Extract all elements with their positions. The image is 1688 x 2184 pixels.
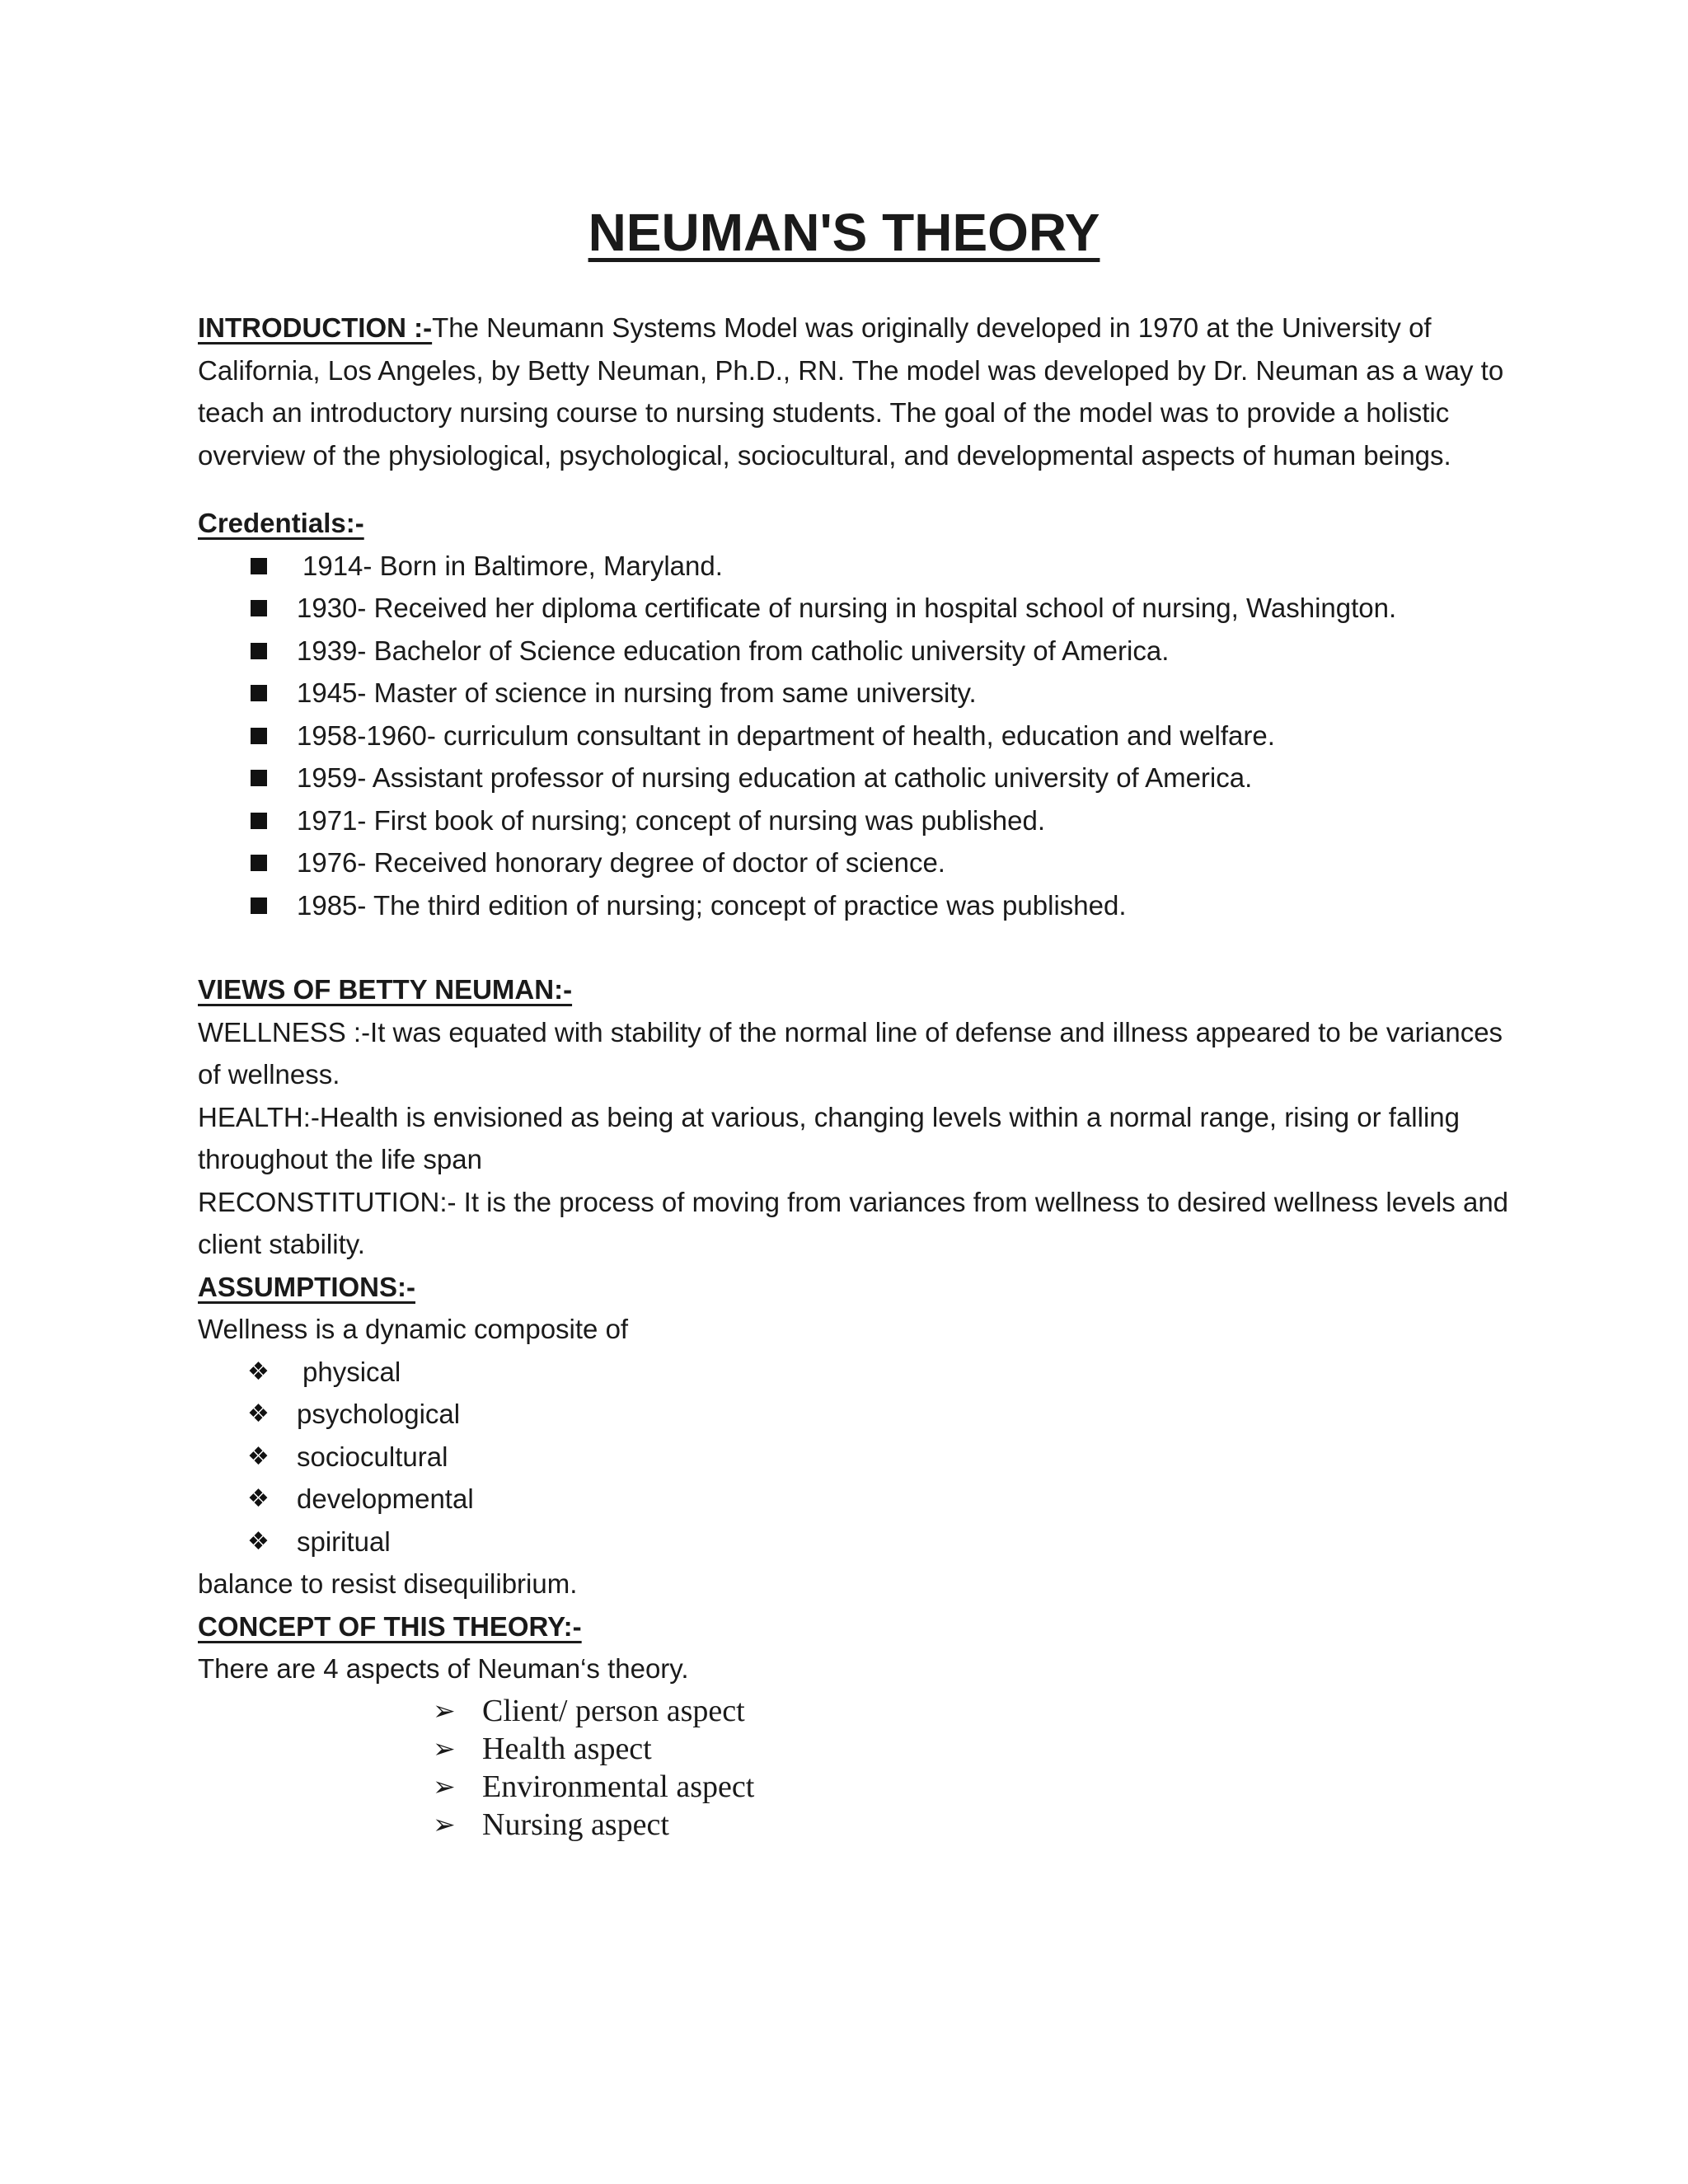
concept-intro: There are 4 aspects of Neuman‘s theory. [198,1653,689,1684]
arrow-bullet-icon: ➢ [433,1769,456,1802]
assumptions-list [198,1351,1517,1563]
square-bullet-icon [251,600,267,616]
document-body [198,307,1517,1844]
list-item: 1930- Received her diploma certificate of nursing in hospital school of nursing, Washington. [198,587,1517,630]
list-item: ➢ Client/ person aspect [433,1693,745,1728]
diamond-bullet-icon: ❖ [247,1484,270,1513]
credentials-list [198,545,1517,927]
diamond-bullet-icon: ❖ [247,1357,270,1386]
arrow-bullet-icon: ➢ [433,1807,456,1840]
arrow-bullet-icon: ➢ [433,1732,456,1765]
concept-heading: CONCEPT OF THIS THEORY:- [198,1610,582,1642]
list-item: 1959- Assistant professor of nursing education at catholic university of America. [198,757,1517,799]
assumptions-intro: Wellness is a dynamic composite of [198,1314,629,1344]
list-item: ❖ physical [198,1351,1517,1394]
assumptions-outro: balance to resist disequilibrium. [198,1568,578,1599]
spacer [198,926,1517,968]
square-bullet-icon [251,770,267,786]
list-item: 1914- Born in Baltimore, Maryland. [198,545,1517,588]
concept-list [433,1692,1517,1844]
page-title-text: NEUMAN'S THEORY [588,203,1100,262]
square-bullet-icon [251,728,267,744]
reconstitution-paragraph: RECONSTITUTION:- It is the process of moving from variances from wellness to desired wellness levels and client stability. [198,1186,1509,1259]
square-bullet-icon [251,558,267,574]
square-bullet-icon [251,855,267,871]
health-paragraph: HEALTH:-Health is envisioned as being at various, changing levels within a normal range, rising or falling throughout the life span [198,1101,1461,1174]
square-bullet-icon [251,898,267,914]
list-item: 1945- Master of science in nursing from same university. [198,672,1517,715]
spacer [198,476,1517,502]
list-item: ➢ Health aspect [433,1731,652,1766]
list-item: ❖ developmental [198,1478,1517,1521]
diamond-bullet-icon: ❖ [247,1526,270,1556]
list-item: 1985- The third edition of nursing; concept of practice was published. [198,884,1517,927]
list-item: 1939- Bachelor of Science education from catholic university of America. [198,630,1517,673]
square-bullet-icon [251,685,267,701]
list-item: ➢ Environmental aspect [433,1769,755,1804]
arrow-bullet-icon: ➢ [433,1694,456,1727]
introduction-text: The Neumann Systems Model was originally developed in 1970 at the University of California, Los Angeles, by Betty Neuman, Ph.D., RN. The model was developed by Dr. Neuman as a way to teach an introductory nursing course to nursing students. The goal of the model was to provide a holistic overview of the physiological, psychological, sociocultural, and developmental aspects of human beings. [198,312,1504,471]
list-item: 1958-1960- curriculum consultant in department of health, education and welfare. [198,715,1517,757]
views-heading: VIEWS OF BETTY NEUMAN:- [198,974,573,1005]
credentials-heading: Credentials:- [198,508,364,538]
square-bullet-icon [251,643,267,659]
list-item: ❖ psychological [198,1393,1517,1436]
page-title [0,198,1688,267]
square-bullet-icon [251,813,267,829]
list-item: ❖ spiritual [198,1521,1517,1563]
list-item: ❖ sociocultural [198,1436,1517,1479]
introduction-heading: INTRODUCTION :- [198,312,433,343]
diamond-bullet-icon: ❖ [247,1441,270,1471]
introduction-paragraph [198,307,1517,476]
list-item: ➢ Nursing aspect [433,1807,669,1842]
diamond-bullet-icon: ❖ [247,1399,270,1428]
wellness-paragraph: WELLNESS :-It was equated with stability of the normal line of defense and illness appeared to be variances of wellness. [198,1016,1503,1090]
list-item: 1971- First book of nursing; concept of nursing was published. [198,799,1517,842]
list-item: 1976- Received honorary degree of doctor of science. [198,841,1517,884]
assumptions-heading: ASSUMPTIONS:- [198,1271,415,1302]
